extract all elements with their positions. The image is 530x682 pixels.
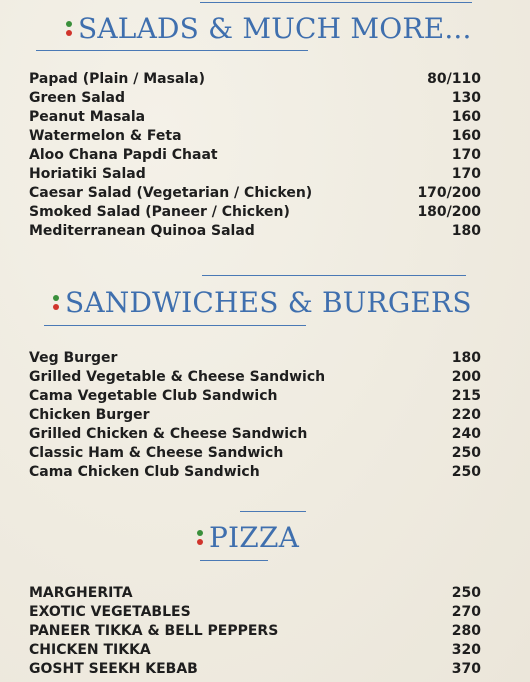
item-price: 250 (451, 584, 481, 601)
item-name: Horiatiki Salad (29, 165, 146, 182)
menu-item (29, 202, 481, 221)
menu-item (29, 386, 481, 405)
item-price: 200 (451, 368, 481, 385)
item-price: 270 (451, 603, 481, 620)
bullet-dots-icon (197, 530, 203, 545)
item-price: 130 (451, 89, 481, 106)
menu-item (29, 164, 481, 183)
section-bottom-rule (44, 325, 306, 326)
menu-item (29, 462, 481, 481)
item-name: MARGHERITA (29, 584, 133, 601)
menu-item (29, 602, 481, 621)
item-price: 170/200 (417, 184, 481, 201)
item-price: 80/110 (427, 70, 481, 87)
item-name: Classic Ham & Cheese Sandwich (29, 444, 284, 461)
menu-item (29, 443, 481, 462)
menu-item (29, 640, 481, 659)
section-title-salads (66, 10, 472, 46)
item-price: 370 (451, 660, 481, 677)
menu-item (29, 348, 481, 367)
item-price: 220 (451, 406, 481, 423)
item-price: 160 (451, 127, 481, 144)
section-top-rule (240, 511, 306, 512)
menu-item (29, 88, 481, 107)
item-price: 180/200 (417, 203, 481, 220)
section-top-rule (200, 2, 472, 3)
item-name: Mediterranean Quinoa Salad (29, 222, 255, 239)
menu-item (29, 183, 481, 202)
menu-item (29, 405, 481, 424)
item-name: CHICKEN TIKKA (29, 641, 151, 658)
item-price: 240 (451, 425, 481, 442)
menu-item (29, 145, 481, 164)
section-title-text: SANDWICHES & BURGERS (65, 285, 472, 319)
item-name: Cama Chicken Club Sandwich (29, 463, 260, 480)
section-title-pizza (197, 519, 299, 555)
item-name: Grilled Chicken & Cheese Sandwich (29, 425, 308, 442)
item-name: Veg Burger (29, 349, 118, 366)
menu-item (29, 107, 481, 126)
item-price: 280 (451, 622, 481, 639)
item-name: GOSHT SEEKH KEBAB (29, 660, 198, 677)
section-bottom-rule (200, 560, 268, 561)
menu-item (29, 221, 481, 240)
menu-item (29, 583, 481, 602)
item-name: Aloo Chana Papdi Chaat (29, 146, 218, 163)
item-name: Smoked Salad (Paneer / Chicken) (29, 203, 290, 220)
item-name: Green Salad (29, 89, 126, 106)
menu-item (29, 69, 481, 88)
item-price: 320 (451, 641, 481, 658)
item-name: Caesar Salad (Vegetarian / Chicken) (29, 184, 313, 201)
bullet-dots-icon (66, 21, 72, 36)
item-name: Cama Vegetable Club Sandwich (29, 387, 278, 404)
item-price: 250 (451, 444, 481, 461)
item-name: Peanut Masala (29, 108, 146, 125)
item-price: 170 (451, 146, 481, 163)
menu-item (29, 621, 481, 640)
item-price: 160 (451, 108, 481, 125)
section-title-sandwiches (53, 284, 472, 320)
menu-item (29, 424, 481, 443)
item-price: 170 (451, 165, 481, 182)
item-price: 180 (451, 222, 481, 239)
item-name: Watermelon & Feta (29, 127, 182, 144)
item-name: Grilled Vegetable & Cheese Sandwich (29, 368, 326, 385)
item-price: 180 (451, 349, 481, 366)
bullet-dots-icon (53, 295, 59, 310)
item-name: Papad (Plain / Masala) (29, 70, 206, 87)
item-name: EXOTIC VEGETABLES (29, 603, 191, 620)
section-top-rule (202, 275, 466, 276)
item-price: 215 (451, 387, 481, 404)
item-price: 250 (451, 463, 481, 480)
item-name: PANEER TIKKA & BELL PEPPERS (29, 622, 279, 639)
menu-item (29, 126, 481, 145)
section-title-text: SALADS & MUCH MORE... (78, 11, 472, 45)
section-bottom-rule (36, 50, 308, 51)
menu-item (29, 367, 481, 386)
section-title-text: PIZZA (209, 520, 300, 554)
item-name: Chicken Burger (29, 406, 150, 423)
menu-item (29, 659, 481, 678)
